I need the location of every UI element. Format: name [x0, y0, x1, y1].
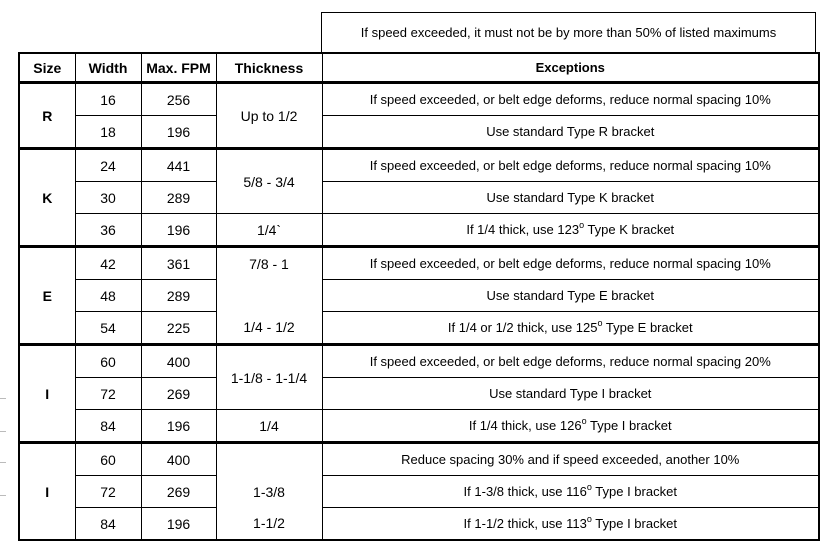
exception-cell [322, 312, 819, 345]
width-cell: 24 [75, 149, 141, 182]
exception-cell [322, 214, 819, 247]
table-row [19, 443, 819, 476]
size-cell: K [19, 149, 75, 247]
width-cell: 60 [75, 443, 141, 476]
fpm-cell: 196 [141, 508, 216, 541]
fpm-cell: 196 [141, 116, 216, 149]
exception-text: If 1/4 or 1/2 thick, use 125 [447, 320, 598, 335]
table-row [19, 508, 819, 541]
exception-cell: Use standard Type K bracket [322, 182, 819, 214]
header-width: Width [75, 53, 141, 83]
fpm-cell: 196 [141, 410, 216, 443]
fpm-cell: 256 [141, 83, 216, 116]
exception-text: Type E bracket [602, 320, 693, 335]
width-cell: 72 [75, 476, 141, 508]
thickness-cell: Up to 1/2 [216, 83, 322, 149]
degree-mark: o [579, 219, 585, 230]
size-cell: I [19, 345, 75, 443]
fpm-cell: 269 [141, 476, 216, 508]
width-cell: 36 [75, 214, 141, 247]
header-max-fpm: Max. FPM [141, 53, 216, 83]
table-row [19, 280, 819, 312]
table-row [19, 182, 819, 214]
thickness-cell: 1-1/2 [216, 508, 322, 541]
width-cell: 42 [75, 247, 141, 280]
fpm-cell: 400 [141, 345, 216, 378]
table-row [19, 378, 819, 410]
width-cell: 84 [75, 410, 141, 443]
fpm-cell: 400 [141, 443, 216, 476]
table-row [19, 410, 819, 443]
exception-text: If 1-3/8 thick, use 116 [463, 484, 587, 499]
header-exceptions: Exceptions [322, 53, 819, 83]
fpm-cell: 361 [141, 247, 216, 280]
table-row [19, 345, 819, 378]
width-cell: 48 [75, 280, 141, 312]
size-cell: R [19, 83, 75, 149]
table-row [19, 83, 819, 116]
thickness-cell: 1/4` [216, 214, 322, 247]
thickness-cell: 1-3/8 [216, 476, 322, 508]
exception-cell: Reduce spacing 30% and if speed exceeded, another 10% [322, 443, 819, 476]
belt-spec-table [18, 52, 820, 541]
table-row [19, 312, 819, 345]
header-row [19, 53, 819, 83]
exception-cell: Use standard Type I bracket [322, 378, 819, 410]
exception-cell: Use standard Type R bracket [322, 116, 819, 149]
thickness-cell: 1-1/8 - 1-1/4 [216, 345, 322, 410]
thickness-cell: 1/4 - 1/2 [216, 312, 322, 345]
header-size: Size [19, 53, 75, 83]
exception-text: Type I bracket [591, 484, 677, 499]
exception-cell: If speed exceeded, or belt edge deforms, reduce normal spacing 10% [322, 149, 819, 182]
degree-mark: o [581, 415, 587, 426]
width-cell: 72 [75, 378, 141, 410]
degree-mark: o [586, 513, 592, 524]
fpm-cell: 225 [141, 312, 216, 345]
exception-text: If 1/4 thick, use 126 [468, 418, 582, 433]
exception-cell [322, 508, 819, 541]
table-row [19, 149, 819, 182]
exception-cell [322, 410, 819, 443]
exception-text: If 1/4 thick, use 123 [466, 222, 580, 237]
degree-mark: o [586, 481, 592, 492]
table-row [19, 247, 819, 280]
thickness-cell-empty [216, 280, 322, 312]
fpm-cell: 289 [141, 280, 216, 312]
width-cell: 30 [75, 182, 141, 214]
exception-cell: If speed exceeded, or belt edge deforms, reduce normal spacing 10% [322, 247, 819, 280]
exception-text: If 1-1/2 thick, use 113 [463, 516, 587, 531]
exception-cell: If speed exceeded, or belt edge deforms, reduce normal spacing 20% [322, 345, 819, 378]
size-cell: E [19, 247, 75, 345]
width-cell: 16 [75, 83, 141, 116]
exception-text: Type I bracket [586, 418, 672, 433]
header-thickness: Thickness [216, 53, 322, 83]
fpm-cell: 289 [141, 182, 216, 214]
exception-cell: Use standard Type E bracket [322, 280, 819, 312]
fpm-cell: 196 [141, 214, 216, 247]
table-row [19, 476, 819, 508]
table-row [19, 214, 819, 247]
width-cell: 18 [75, 116, 141, 149]
thickness-cell-empty [216, 443, 322, 476]
top-note: If speed exceeded, it must not be by more than 50% of listed maximums [321, 12, 816, 52]
thickness-cell: 7/8 - 1 [216, 247, 322, 280]
width-cell: 54 [75, 312, 141, 345]
exception-text: Type I bracket [591, 516, 677, 531]
exception-text: Type K bracket [584, 222, 675, 237]
width-cell: 84 [75, 508, 141, 541]
exception-cell: If speed exceeded, or belt edge deforms, reduce normal spacing 10% [322, 83, 819, 116]
table-row [19, 116, 819, 149]
exception-cell [322, 476, 819, 508]
fpm-cell: 441 [141, 149, 216, 182]
width-cell: 60 [75, 345, 141, 378]
degree-mark: o [597, 317, 603, 328]
size-cell: I [19, 443, 75, 541]
thickness-cell: 1/4 [216, 410, 322, 443]
thickness-cell: 5/8 - 3/4 [216, 149, 322, 214]
fpm-cell: 269 [141, 378, 216, 410]
